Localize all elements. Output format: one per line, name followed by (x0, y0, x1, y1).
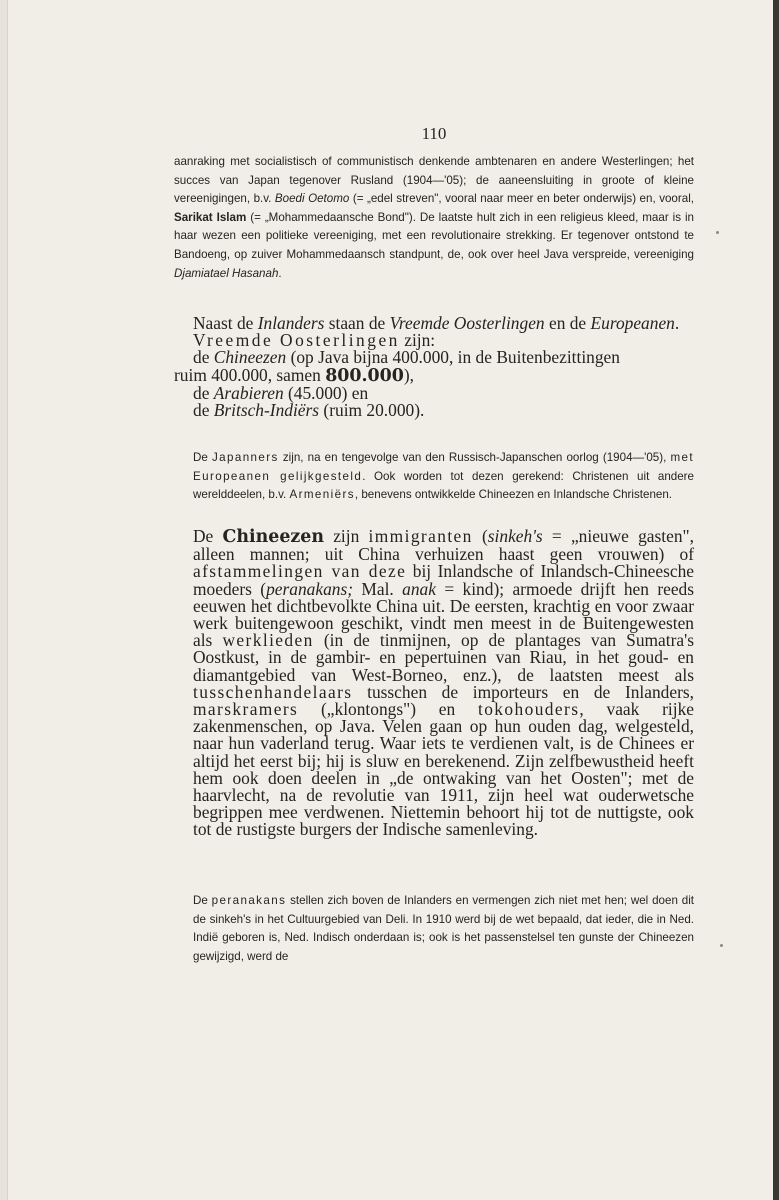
list-heading: Vreemde Oosterlingen zijn: (193, 330, 436, 351)
page-left-edge (0, 0, 8, 1200)
population-groups (174, 315, 694, 419)
list-item: de Britsch-Indiërs (ruim 20.000). (193, 400, 425, 421)
list-item: de Chineezen (op Java bijna 400.000, in de Buitenbezittingen (193, 347, 620, 368)
peranakans-paragraph: De peranakans stellen zich boven de Inlanders en vermengen zich niet met hen; wel doen dit de sinkeh's in het Cultuurgebied van Deli. In 1910 werd bij de wet bepaald, dat ieder, die in Ned. Indië geboren is, Ned. Indisch onderdaan is; ook is het passenstelsel ten gunste der Chineezen gewijzigd, werd de (193, 894, 694, 963)
speck (720, 944, 723, 947)
page-right-edge (773, 0, 779, 1200)
speck (716, 231, 719, 234)
japanners-paragraph: De Japanners zijn, na en tengevolge van den Russisch-Japanschen oorlog (1904—'05), met Europeanen gelijkgesteld. Ook worden tot dezen gerekend: Christenen uit andere werelddeelen, b.v. Armeniërs, benevens ontwikkelde Chineezen en Inlandsche Christenen. (193, 451, 694, 502)
naast-paragraph: Naast de Inlanders staan de Vreemde Oosterlingen en de Europeanen. (193, 313, 680, 333)
list-item-continued: ruim 400.000, samen 800.000), (174, 364, 414, 386)
intro-paragraph: aanraking met socialistisch of communistisch denkende ambtenaren en andere Westerlingen; het succes van Japan tegenover Rusland (1904—'05); de aaneensluiting in groote of kleine vereenigingen, b.v. Boedi Oetomo (= „edel streven", vooral naar meer en beter onderwijs) en, vooral, Sarikat Islam (= „Mohammedaansche Bond"). De laatste hult zich in een religieus kleed, maar is in haar wezen een politieke vereeniging, met een revolutionaire strekking. Er tegenover ontstond te Bandoeng, op zuiver Mohammedaansch standpunt, de, ook over heel Java verspreide, vereeniging Djamiatael Hasanah. (174, 155, 694, 280)
list-item: de Arabieren (45.000) en (193, 382, 369, 403)
chineezen-paragraph: De Chineezen zijn immigranten (sinkeh's = „nieuwe gasten", alleen mannen; uit China verhuizen haast geen vrouwen) of afstammelingen van deze bij Inlandsche of Inlandsch-Chineesche moeders (peranakans; Mal. anak = kind); armoede drijft hen reeds eeuwen het dichtbevolkte China uit. De eersten, krachtig en voor zwaar werk buitengewoon geschikt, vindt men meest in de Buitengewesten als werklieden (in de tinmijnen, op de plantages van Sumatra's Oostkust, in de gambir- en pepertuinen van Riau, in het goud- en diamantgebied van West-Borneo, enz.), de laatsten meest als tusschenhandelaars tusschen de importeurs en de Inlanders, marskramers („klontongs") en tokohouders, vaak rijke zakenmenschen, op Java. Velen gaan op hun ouden dag, welgesteld, naar hun vaderland terug. Waar iets te verdienen valt, is de Chinees er altijd het eerst bij; hij is sluw en berekenend. Zijn zelfbewustheid heeft hem ook doen deelen in „de ontwaking van het Oosten"; met de haarvlecht, na de revolutie van 1911, zijn heel wat ouderwetsche begrippen mee verdwenen. Niettemin behoort hij tot de nuttigste, ook tot de rustigste burgers der Indische samenleving. (193, 526, 695, 840)
page-number: 110 (421, 124, 447, 143)
